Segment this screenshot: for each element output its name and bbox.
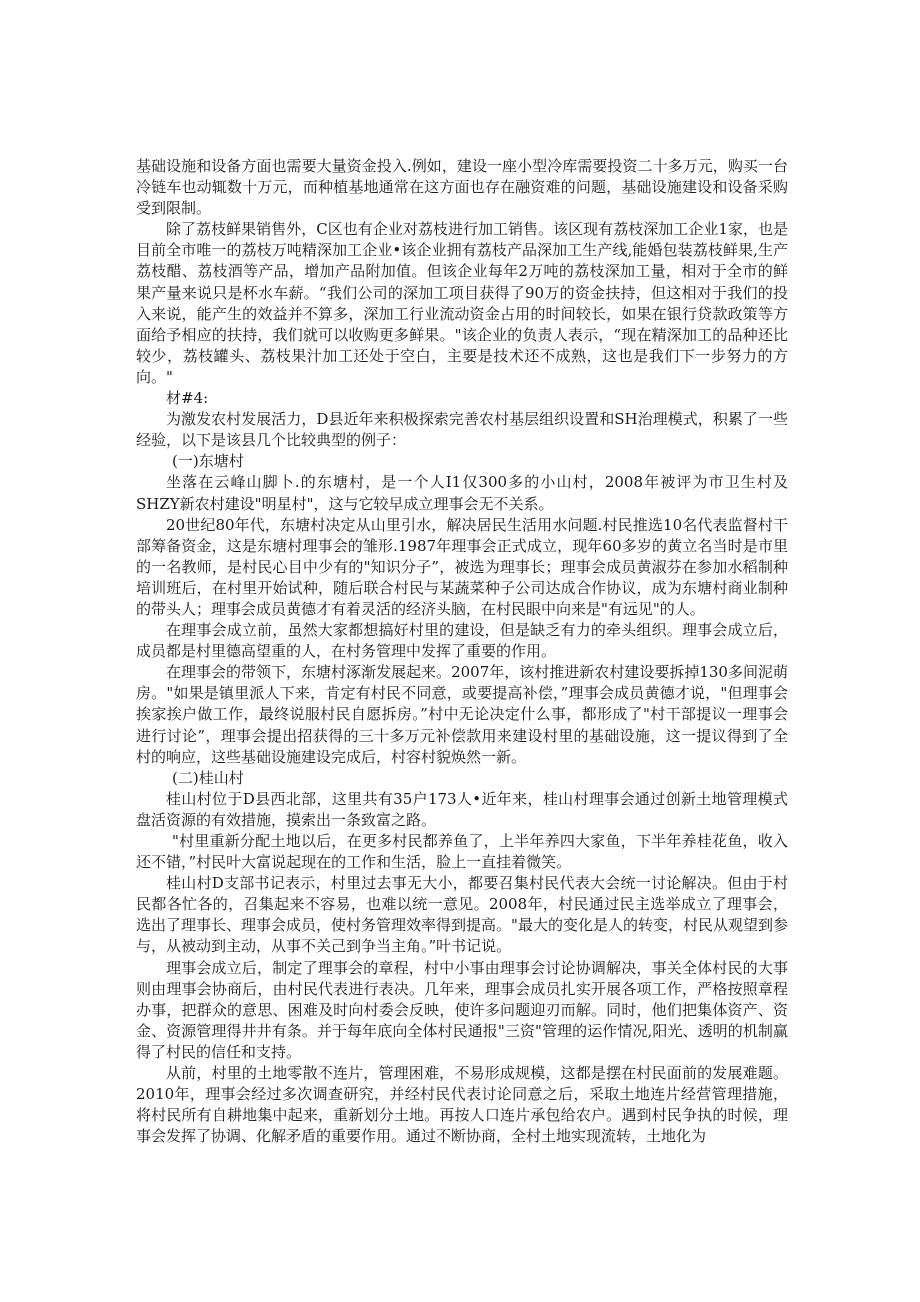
- paragraph-intro: 为激发农村发展活力，D县近年来积极探索完善农村基层组织设置和SH治理模式，积累了一些经验，以下是该县几个比较典型的例子：: [136, 410, 788, 450]
- paragraph-guishan-quote: "村里重新分配土地以后，在更多村民都养鱼了，上半年养四大家鱼，下半年养桂花鱼，收入还不错，”村民叶大富说起现在的工作和生活，脸上一直挂着微笑。: [136, 832, 788, 872]
- paragraph-dongtang-1: 坐落在云峰山脚卜.的东塘村，是一个人I1仅300多的小山村，2008年被评为市卫生村及SHZY新农村建设"明星村"，这与它较早成立理事会无不关系。: [136, 473, 788, 513]
- paragraph-1: 基础设施和设备方面也需要大量资金投入.例如，建设一座小型冷库需要投资二十多万元，购买一台冷链车也动辄数十万元，而种植基地通常在这方面也存在融资难的问题，基础设施建设和设备采购受到限制。: [136, 157, 788, 218]
- material-heading: 材#4:: [166, 389, 209, 408]
- section-heading-guishan: (二)桂山村: [172, 768, 244, 787]
- paragraph-2: 除了荔枝鲜果销售外，C区也有企业对荔枝进行加工销售。该区现有荔枝深加工企业1家，也是目前全市唯一的荔枝万吨精深加工企业•该企业拥有荔枝产品深加工生产线,能婚包装荔枝鲜果,生产荔枝醋、荔枝酒等产品，增加产品附加值。但该企业每年2万吨的荔枝深加工量，相对于全市的鲜果产量来说只是杯水车薪。“我们公司的深加工项目获得了90万的资金扶持，但这相对于我们的投入来说，能产生的效益并不算多，深加工行业流动资金占用的时间较长，如果在银行贷款政策等方面给予相应的扶持，我们就可以收购更多鲜果。"该企业的负责人表示，“现在精深加工的品种还比较少，荔枝罐头、荔枝果汁加工还处于空白，主要是技术还不成熟，这也是我们下一步努力的方向。": [136, 220, 788, 386]
- paragraph-dongtang-3: 在理事会成立前，虽然大家都想搞好村里的建设，但是缺乏有力的牵头组织。理事会成立后，成员都是村里德高望重的人，在村务管理中发挥了重要的作用。: [136, 621, 788, 661]
- document-page: [136, 156, 788, 1147]
- section-heading-dongtang: (一)东塘村: [172, 452, 244, 471]
- paragraph-dongtang-2: 20世纪80年代，东塘村决定从山里引水，解决居民生活用水问题.村民推选10名代表监督村干部筹备资金，这是东塘村理事会的雏形.1987年理事会正式成立，现年60多岁的黄立名当时是市里的一名教师，是村民心目中少有的"知识分子”，被选为理事长；理事会成员黄淑芬在参加水稻制种培训班后，在村里开始试种，随后联合村民与某蔬菜种子公司达成合作协议，成为东塘村商业制种的带头人；理事会成员黄德才有着灵活的经济头脑，在村民眼中向来是"有远见"的人。: [136, 515, 788, 618]
- paragraph-guishan-2: 桂山村D支部书记表示，村里过去事无大小，都要召集村民代表大会统一讨论解决。但由于村民都各忙各的，召集起来不容易，也难以统一意见。2008年，村民通过民主选举成立了理事会，选出了理事长、理事会成员，使村务管理效率得到提高。"最大的变化是人的转变，村民从观望到参与，从被动到主动，从事不关己到争当主角。”叶书记说。: [136, 874, 788, 956]
- paragraph-guishan-4: 从前，村里的土地零散不连片，管理困难，不易形成规模，这都是摆在村民面前的发展难题。2010年，理事会经过多次调查研究，并经村民代表讨论同意之后，采取土地连片经营管理措施，将村民所有自耕地集中起来，重新划分土地。再按人口连片承包给农户。遇到村民争执的时候，理事会发挥了协调、化解矛盾的重要作用。通过不断协商，全村土地实现流转，土地化为: [136, 1064, 788, 1146]
- paragraph-guishan-3: 理事会成立后，制定了理事会的章程，村中小事由理事会讨论协调解决，事关全体村民的大事则由理事会协商后，由村民代表进行表决。几年来，理事会成员扎实开展各项工作，严格按照章程办事，把群众的意思、困难及时向村委会反映，使许多问题迎刃而解。同时，他们把集体资产、资金、资源管理得井井有条。并于每年底向全体村民通报"三资"管理的运作情况,阳光、透明的机制赢得了村民的信任和支持。: [136, 958, 788, 1061]
- paragraph-guishan-1: 桂山村位于D县西北部，这里共有35户173人•近年来，桂山村理事会通过创新土地管理模式盘活资源的有效措施，摸索出一条致富之路。: [136, 789, 788, 829]
- paragraph-dongtang-4: 在理事会的带领下，东塘村涿渐发展起来。2007年，该村推进新农村建设要拆掉130多间泥萌房。"如果是镇里派人下来，肯定有村民不同意，或要提高补偿，”理事会成员黄德才说，"但理事会挨家挨户做工作，最终说服村民自愿拆房。”村中无论决定什么事，都形成了"村干部提议一理事会进行讨论”，理事会提出招获得的三十多万元补偿款用来建设村里的基础设施，这一提议得到了全村的响应，这些基础设施建设完成后，村容村貌焕然一新。: [136, 663, 788, 766]
